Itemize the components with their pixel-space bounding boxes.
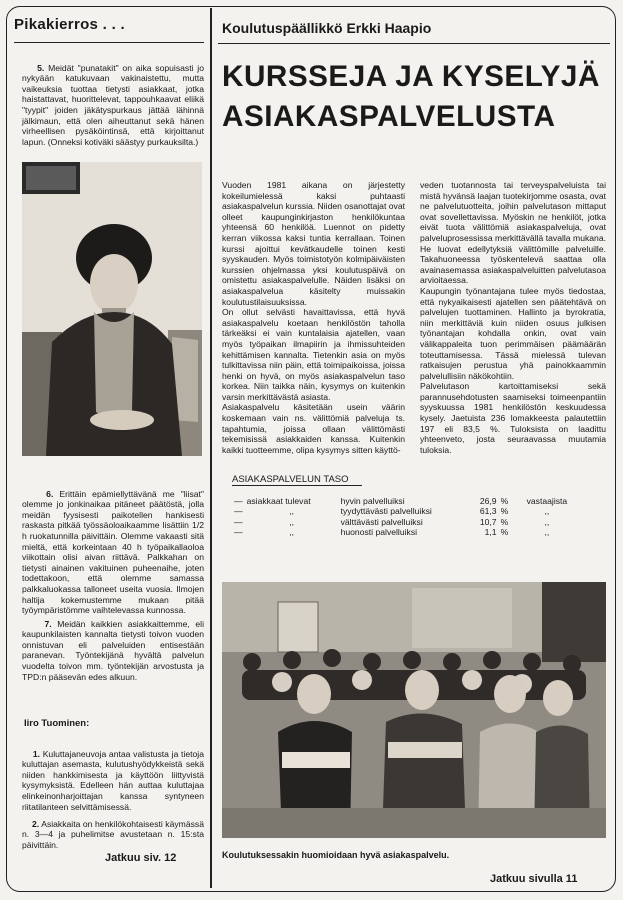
row-value: 61,3: [479, 506, 497, 517]
row-value: 10,7: [479, 516, 497, 527]
item-text: Kuluttajaneuvoja antaa valistusta ja tietoja kuluttajan asemasta, kulutushyödykkeistä sekä niiden hankkimisesta ja käyttöön liittyvistä kysymyksistä. Edelleen hän auttaa kuluttajaa elinkeinonharjoittajan kanssa syntyneen riitatilanteen selvittämisessä.: [22, 748, 204, 812]
right-continued-note: Jatkuu sivulla 11: [490, 873, 578, 885]
survey-heading-rule: [232, 485, 362, 486]
item-number: 1.: [32, 748, 40, 759]
row-note: vastaajista: [526, 496, 568, 506]
survey-row: [232, 527, 569, 537]
row-percent: %: [500, 527, 509, 538]
row-group: ,,: [289, 506, 294, 517]
left-section-header: Pikakierros . . .: [14, 16, 125, 33]
survey-table: [232, 496, 569, 538]
row-group: ,,: [289, 527, 294, 538]
item-number: 7.: [44, 618, 52, 629]
row-label: hyvin palvelluiksi: [340, 496, 405, 506]
left-header-rule: [14, 42, 204, 43]
item-text: Meidän kaikkien asiakkaittemme, eli kaupunkilaisten kannalta tietysti toivon vuoden onnistuvan eli palveluiden entisestään paranevan. Työntekijänä hyvältä palvelun vuodelta toivon mm. työntekijän arvostusta ja TPD:n pääsevän edes alkuun.: [22, 618, 204, 682]
title-line-1: KURSSEJA JA KYSELYJÄ: [222, 60, 600, 93]
portrait-illustration: [22, 162, 202, 456]
row-group: asiakkaat tulevat: [246, 496, 311, 506]
photo-caption: Koulutuksessakin huomioidaan hyvä asiakaspalvelu.: [222, 850, 450, 860]
portrait-photo: [22, 162, 202, 456]
row-dash: —: [234, 527, 243, 538]
row-value: 26,9: [479, 496, 497, 506]
survey-heading: ASIAKASPALVELUN TASO: [232, 474, 349, 485]
survey-row: [232, 506, 569, 516]
item-number: 6.: [46, 488, 54, 499]
survey-row: [232, 496, 569, 506]
row-percent: %: [500, 506, 509, 517]
byline-rule: [218, 43, 610, 44]
article-column-1: Vuoden 1981 aikana on järjestetty kokeilumielessä kaksi puhtaasti asiakaspalvelun kurssia. Niiden osanottajat ovat olleet kaupunginkirjaston henkilökuntaa yhteensä 60 henkilöä. Luennot on pidetty kerran viikossa kaksi tuntia kerrallaan. Toinen kurssi ajoittui kevätkaudelle toinen kesti syyskauden. Myös toimistotyön kolmipäiväisten kurssien ohjelmassa yksi koulutuspäivä on omistettu asiakaspalvelulle. Näiden lisäksi on asiakaspalvelua käsitelty muissakin koulutustilaisuuksissa. On ollut selvästi havaittavissa, että hyvä asiakaspalvelu koetaan henkilöstön taholla tärkeäksi ei vain kuntalaisia ajatellen, vaan myös työpaikan ilmapiirin ja ihmissuhteiden kehittämisen kannalta. Tietenkin asia on myös tulkittavissa niin päin, että toimipaikoissa, joissa henki on hyvä, on myös asiakaspalvelun taso korkea. Niin taikka näin, kysymys on kuitenkin varsin merkittävästä asiasta. Asiakaspalvelu käsitetään usein väärin koskemaan vain ns. välittömiä palveluja ts. tapahtumia, joissa ollaan välittömästi tekemisissä asiakkaiden kanssa. Kuitenkin kaikki tuotteemme, olipa kysymys sitten käyttö-: [222, 180, 405, 455]
row-note: ,,: [544, 506, 550, 517]
left-item-7: [22, 608, 204, 693]
row-value: 1,1: [484, 527, 497, 538]
row-note: ,,: [544, 527, 550, 538]
title-line-2: ASIAKASPALVELUSTA: [222, 100, 556, 133]
item-number: 2.: [32, 818, 40, 829]
row-percent: %: [500, 516, 509, 527]
author-heading: Iiro Tuominen:: [24, 718, 90, 729]
article-column-2: veden tuotannosta tai terveyspalveluista tai mistä hyvänsä laajan tuotekirjomme osasta, ovat ne palvelutuotteita, joihin palvelutason mittaput ovat sovellettavissa. Myöskin ne henkilöt, jotka eivät tuota välittömiä asiakaspalveluja, ovat palveluprosessissa merkittävällä tavalla mukana. He luovat edellytyksiä välittömille palveluille. Takahuoneessa työskentelevä saattaa olla avainasemassa asiakaspalveluitten palvelutasoa arvioitaessa. Kaupungin työnantajana tulee myös tiedostaa, että nykyaikaisesti ajatellen sen päätehtävä on palvelujen tuottaminen. Hallinto ja byrokratia, niin merkittäviä kuin niiden osuus julkisen työnantajan kohdalla onkin, ovat vain välikappaleita tuon perimmäisen päämäärän toteuttamisessa. Tässä mielessä tulevan ratkaisujen perustua yhä painokkaammin palvelullisiin näkökohtiin. Palvelutason kartoittamiseksi sekä parannusehdotusten saamiseksi toimeenpantiin syyskuussa 1981 henkilöstön keskuudessa kysely. Jaetuista 236 lomakkeesta palautettiin 197 eli 83,5 %. Tuloksista on laadittu yhteenveto, josta seuraavassa muutamia tuloksia.: [420, 180, 606, 455]
row-group: ,,: [289, 516, 294, 527]
training-photo: [222, 582, 606, 838]
left-item-5: [22, 52, 204, 158]
item-number: 5.: [37, 62, 45, 73]
row-dash: —: [234, 516, 243, 527]
item-text: Asiakkaita on henkilökohtaisesti käymässä n. 3—4 ja puhelimitse avustetaan n. 15:sta päivittäin.: [22, 818, 204, 850]
row-dash: —: [234, 496, 243, 506]
item-text: Erittäin epämiellyttävänä me "liisat" olemme jo jonkinaikaa pitäneet päätöstä, jolla meidän fyysisesti paikotellen hankisesti raskasta pitkää työssäoloaikaamme lisättiin 1/2 h ruokatunnilla päivittäin. Olemme vakaasti sitä mieltä, että korkeintaan 40 h työpaikallaoloa viikottain olisi aivan riittävä. Palkkahan on tietysti ainainen vakituinen puheenaihe, joten todettakoon, että olemme samassa palkkaluokassa talloneet useita vuosia. Ilmojen haltija kokemustemme mukaan pitää työympäristömme vaihtelevassa kunnossa.: [22, 488, 204, 616]
column-divider: [210, 8, 212, 888]
row-note: ,,: [544, 516, 550, 527]
item-text: Meidät "punatakit" on aika sopuisasti jo nykyään katukuvaan vakinaistettu, mutta vaikeuksia tuottaa tietysti asiakkaat, jotka haistattavat, huorittelevat, tappouhkaavat eliikä "tyypit" joiden jäkätyspurkaus jättää lähinnä jälkimaun, että olen aiheuttanut sekä hänen virheellisen pysäköintinsä, että kirjoittanut lapun. (Onneksi kotiväki säästyy purkauksilta.): [22, 62, 204, 147]
row-percent: %: [500, 496, 509, 506]
row-label: tyydyttävästi palvelluiksi: [340, 506, 432, 517]
row-dash: —: [234, 506, 243, 517]
left-continued-note: Jatkuu siv. 12: [105, 852, 177, 864]
survey-row: [232, 517, 569, 527]
article-byline: Koulutuspäällikkö Erkki Haapio: [222, 20, 432, 36]
row-label: huonosti palvelluiksi: [340, 527, 418, 538]
row-label: välttävästi palvelluiksi: [340, 516, 423, 527]
left-item-6: [22, 478, 204, 626]
article-title: [222, 57, 612, 137]
training-illustration: [222, 582, 606, 838]
